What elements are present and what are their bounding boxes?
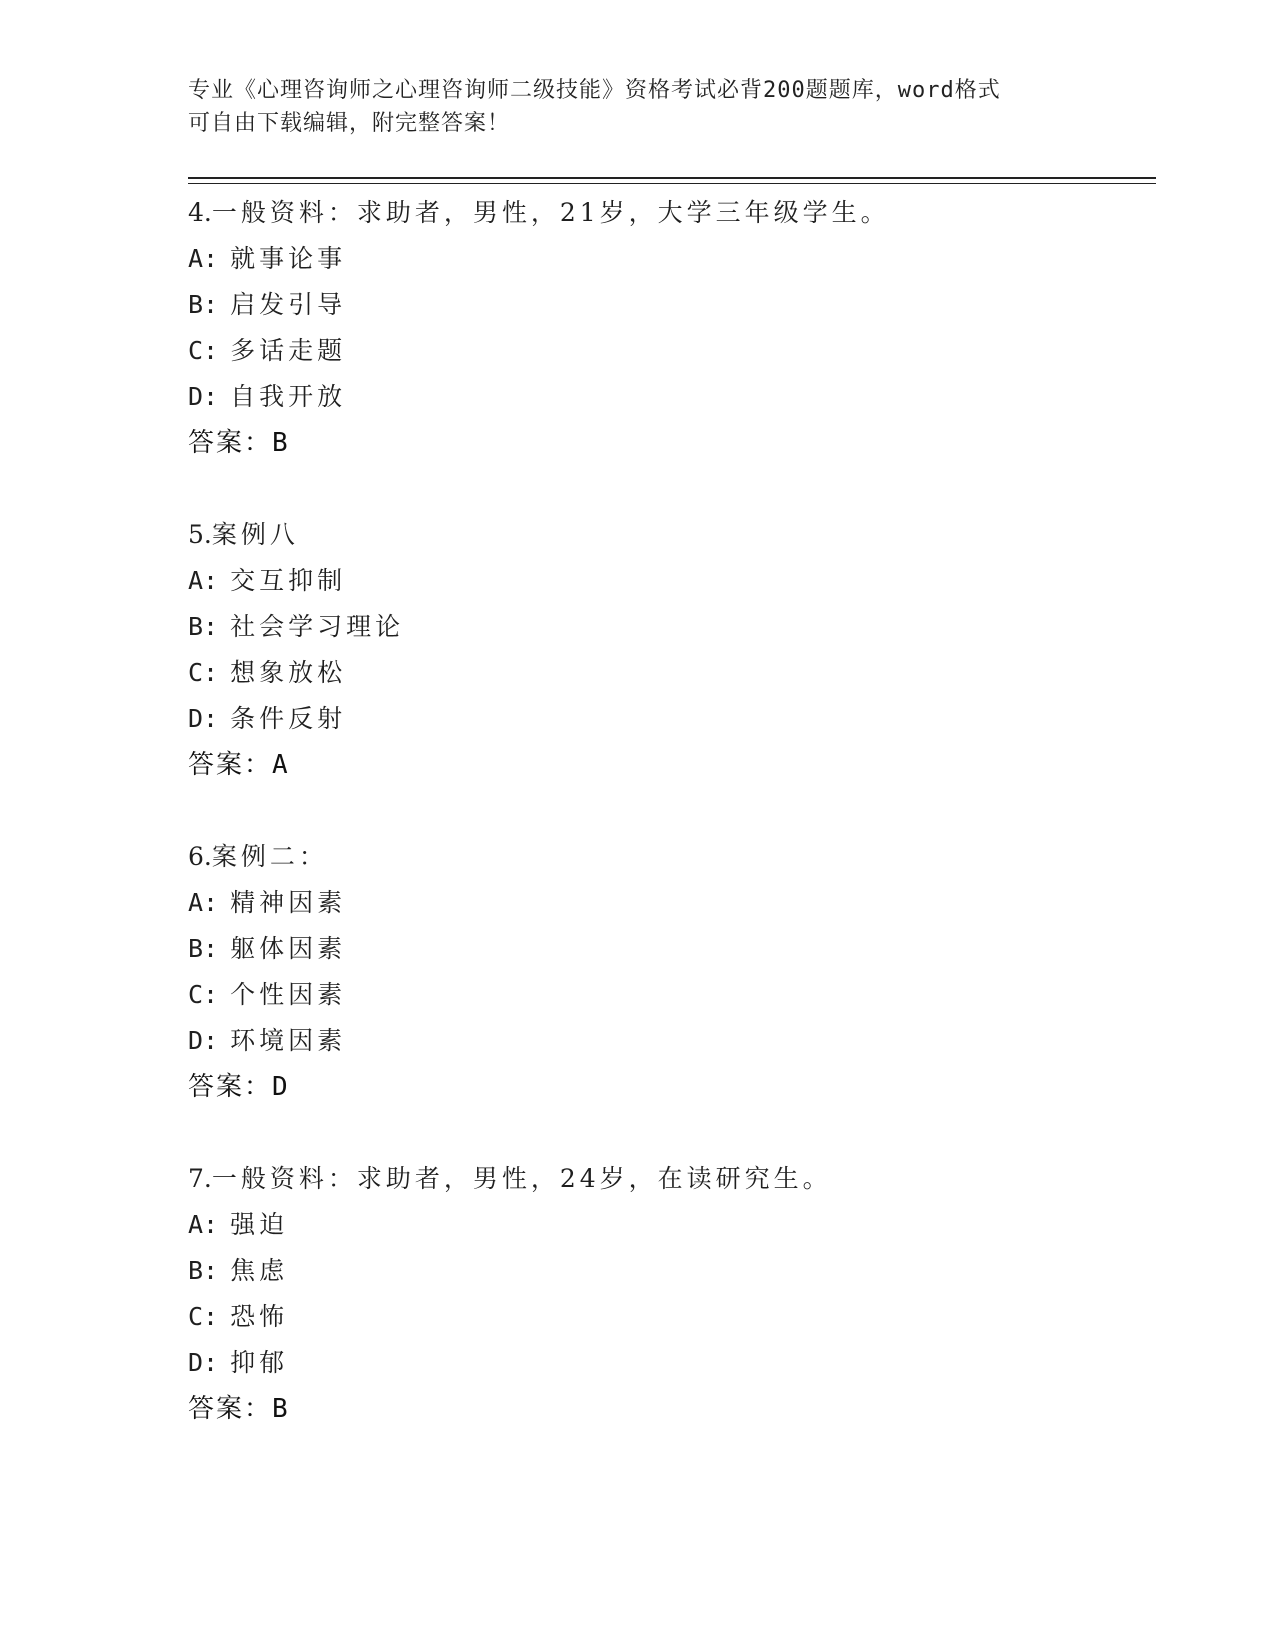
option-letter: C: — [188, 980, 219, 1009]
option-b — [188, 282, 1148, 328]
option-letter: B: — [188, 290, 219, 319]
option-text: 条件反射 — [230, 704, 347, 733]
question-5 — [188, 512, 1148, 788]
option-text: 社会学习理论 — [230, 612, 405, 641]
answer-line — [188, 742, 1148, 788]
option-a — [188, 1202, 1148, 1248]
option-letter: B: — [188, 612, 219, 641]
option-text: 精神因素 — [230, 888, 347, 917]
answer-label: 答案： — [188, 1072, 273, 1102]
answer-key: D — [272, 1072, 288, 1102]
answer-line — [188, 1064, 1148, 1110]
option-text: 多话走题 — [230, 336, 347, 365]
question-stem — [188, 512, 1148, 558]
option-letter: A: — [188, 1210, 219, 1239]
option-c — [188, 972, 1148, 1018]
option-letter: D: — [188, 1348, 219, 1377]
answer-line — [188, 420, 1148, 466]
option-b — [188, 1248, 1148, 1294]
option-text: 环境因素 — [230, 1026, 347, 1055]
question-number: 5. — [188, 520, 212, 549]
option-letter: D: — [188, 1026, 219, 1055]
option-letter: B: — [188, 1256, 219, 1285]
answer-label: 答案： — [188, 1394, 273, 1424]
question-4 — [188, 190, 1148, 466]
header-line-1: 专业《心理咨询师之心理咨询师二级技能》资格考试必背200题题库，word格式 — [188, 78, 1001, 103]
option-d — [188, 1340, 1148, 1386]
option-text: 恐怖 — [230, 1302, 289, 1331]
question-text: 一般资料：求助者，男性，24岁，在读研究生。 — [211, 1164, 832, 1193]
option-c — [188, 650, 1148, 696]
answer-line — [188, 1386, 1148, 1432]
option-b — [188, 926, 1148, 972]
option-d — [188, 1018, 1148, 1064]
option-letter: A: — [188, 888, 219, 917]
question-text: 案例二： — [211, 842, 328, 871]
question-number: 7. — [188, 1164, 212, 1193]
question-number: 6. — [188, 842, 212, 871]
question-stem — [188, 834, 1148, 880]
option-text: 躯体因素 — [230, 934, 347, 963]
option-text: 个性因素 — [230, 980, 347, 1009]
question-stem — [188, 190, 1148, 236]
question-number: 4. — [188, 198, 212, 227]
question-text: 案例八 — [211, 520, 299, 549]
option-text: 交互抑制 — [230, 566, 347, 595]
option-letter: D: — [188, 704, 219, 733]
answer-label: 答案： — [188, 428, 273, 458]
document-header — [188, 74, 1088, 140]
answer-key: B — [272, 428, 288, 458]
option-letter: D: — [188, 382, 219, 411]
option-a — [188, 558, 1148, 604]
header-divider-thick — [188, 177, 1156, 179]
option-letter: C: — [188, 1302, 219, 1331]
question-6 — [188, 834, 1148, 1110]
option-c — [188, 1294, 1148, 1340]
answer-key: B — [272, 1394, 288, 1424]
option-text: 自我开放 — [230, 382, 347, 411]
answer-key: A — [272, 750, 288, 780]
option-d — [188, 374, 1148, 420]
answer-label: 答案： — [188, 750, 273, 780]
option-letter: A: — [188, 244, 219, 273]
option-text: 焦虑 — [230, 1256, 289, 1285]
option-b — [188, 604, 1148, 650]
option-letter: A: — [188, 566, 219, 595]
option-text: 想象放松 — [230, 658, 347, 687]
question-stem — [188, 1156, 1148, 1202]
option-text: 就事论事 — [230, 244, 347, 273]
header-line-2: 可自由下载编辑，附完整答案！ — [188, 111, 511, 136]
option-a — [188, 236, 1148, 282]
option-letter: B: — [188, 934, 219, 963]
option-text: 强迫 — [230, 1210, 289, 1239]
question-7 — [188, 1156, 1148, 1432]
question-text: 一般资料：求助者，男性，21岁，大学三年级学生。 — [211, 198, 890, 227]
option-d — [188, 696, 1148, 742]
option-letter: C: — [188, 336, 219, 365]
option-a — [188, 880, 1148, 926]
header-divider-thin — [188, 183, 1156, 184]
option-letter: C: — [188, 658, 219, 687]
option-c — [188, 328, 1148, 374]
question-list — [188, 190, 1148, 1478]
option-text: 启发引导 — [230, 290, 347, 319]
option-text: 抑郁 — [230, 1348, 289, 1377]
